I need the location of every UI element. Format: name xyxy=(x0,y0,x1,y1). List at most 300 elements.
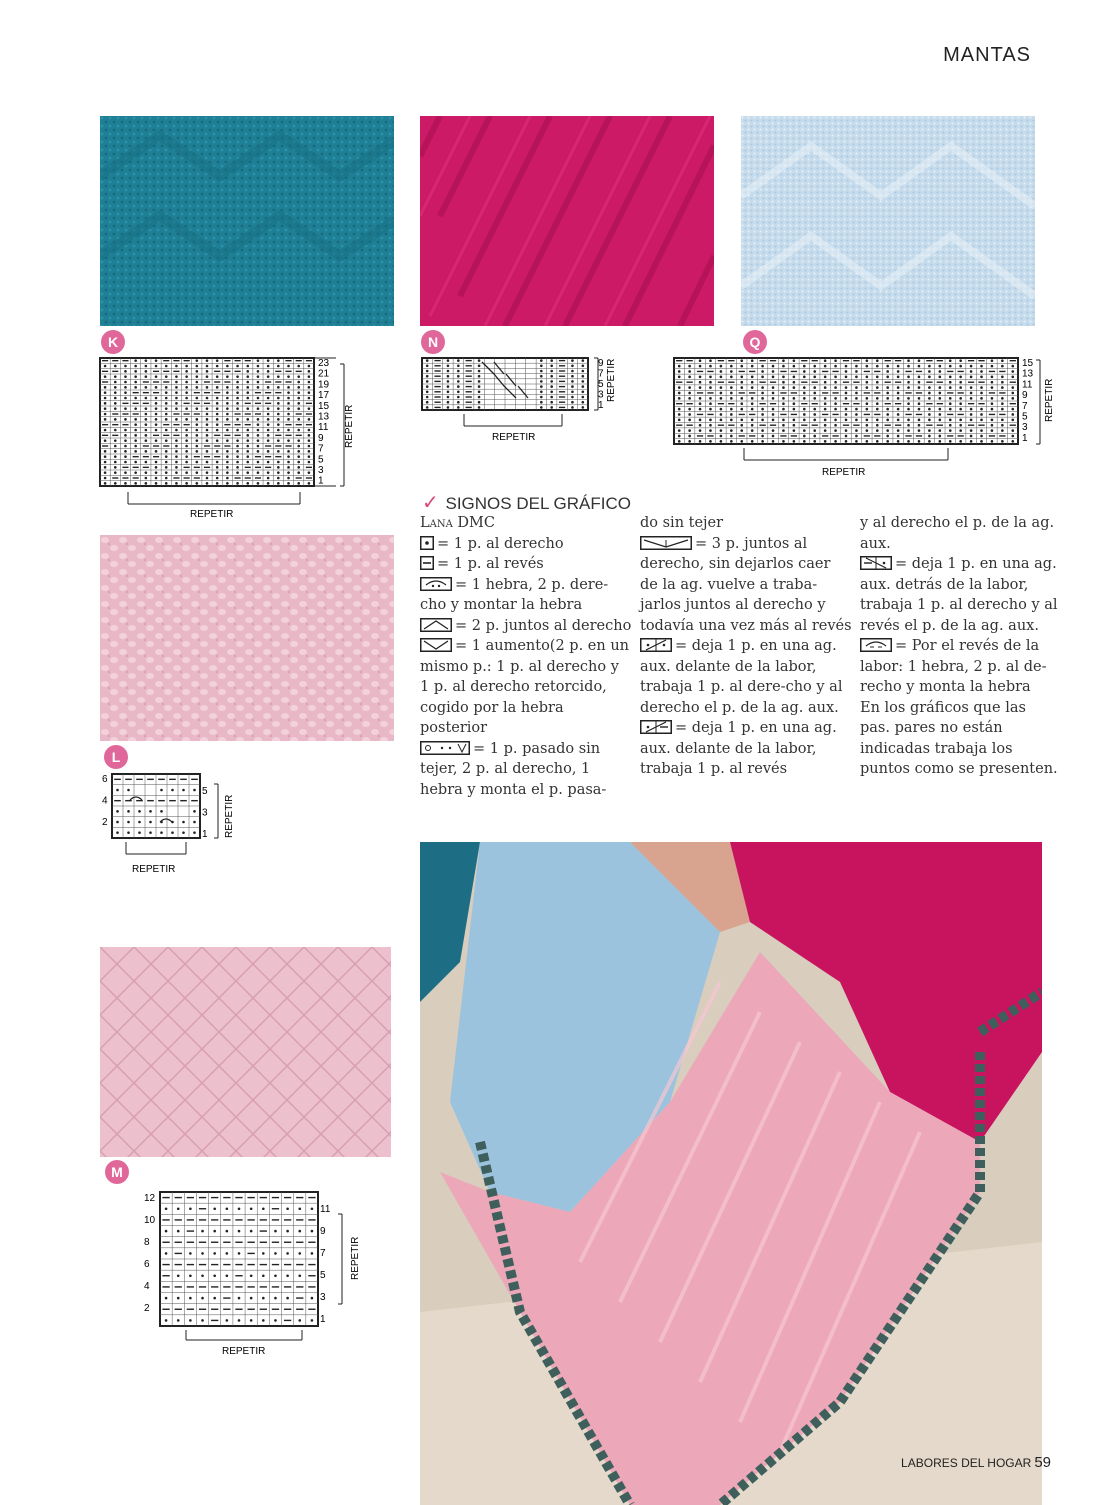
knit-stitch-mark xyxy=(907,397,910,400)
legend-entry xyxy=(640,513,852,534)
knit-stitch-mark xyxy=(175,482,178,485)
knit-stitch-mark xyxy=(226,1252,229,1255)
knit-stitch-mark xyxy=(907,429,910,432)
knit-stitch-mark xyxy=(206,407,209,410)
knit-stitch-mark xyxy=(793,365,796,368)
knit-stitch-mark xyxy=(897,386,900,389)
knit-stitch-mark xyxy=(478,370,481,373)
knit-stitch-mark xyxy=(761,419,764,422)
knit-stitch-mark xyxy=(246,471,249,474)
knit-stitch-mark xyxy=(201,1230,204,1233)
knit-stitch-mark xyxy=(886,413,889,416)
knit-stitch-mark xyxy=(165,391,168,394)
knit-stitch-mark xyxy=(720,392,723,395)
knit-stitch-mark xyxy=(855,435,858,438)
knit-stitch-mark xyxy=(124,429,127,432)
knit-stitch-mark xyxy=(189,1297,192,1300)
knit-stitch-mark xyxy=(238,1319,241,1322)
knit-stitch-mark xyxy=(918,440,921,443)
knit-stitch-mark xyxy=(834,408,837,411)
knit-stitch-mark xyxy=(216,359,219,362)
knit-stitch-mark xyxy=(1001,381,1004,384)
knit-stitch-mark xyxy=(114,429,117,432)
knit-stitch-mark xyxy=(114,466,117,469)
knit-stitch-mark xyxy=(730,408,733,411)
knit-stitch-mark xyxy=(196,482,199,485)
knit-stitch-mark xyxy=(970,370,973,373)
knit-stitch-mark xyxy=(949,381,952,384)
knit-stitch-mark xyxy=(949,376,952,379)
knit-stitch-mark xyxy=(540,391,543,394)
knit-stitch-mark xyxy=(114,386,117,389)
knit-stitch-mark xyxy=(297,391,300,394)
knit-stitch-mark xyxy=(866,376,869,379)
knit-stitch-mark xyxy=(959,429,962,432)
knit-stitch-mark xyxy=(876,365,879,368)
knit-stitch-mark xyxy=(196,397,199,400)
knit-stitch-mark xyxy=(855,419,858,422)
knit-stitch-mark xyxy=(182,831,185,834)
knit-stitch-mark xyxy=(138,821,141,824)
knit-stitch-mark xyxy=(845,397,848,400)
knit-stitch-mark xyxy=(897,413,900,416)
knit-stitch-mark xyxy=(699,429,702,432)
knit-stitch-mark xyxy=(793,424,796,427)
cable-back-icon xyxy=(860,556,892,570)
knit-stitch-mark xyxy=(772,365,775,368)
knit-stitch-mark xyxy=(226,407,229,410)
knit-stitch-mark xyxy=(970,408,973,411)
knit-stitch-mark xyxy=(246,375,249,378)
knit-stitch-mark xyxy=(699,424,702,427)
knit-stitch-mark xyxy=(1011,419,1014,422)
knit-stitch-mark xyxy=(246,439,249,442)
knit-stitch-mark xyxy=(250,1274,253,1277)
knit-stitch-mark xyxy=(104,450,107,453)
knit-stitch-mark xyxy=(206,365,209,368)
knit-stitch-mark xyxy=(866,440,869,443)
knit-stitch-mark xyxy=(134,450,137,453)
knit-stitch-mark xyxy=(699,365,702,368)
knit-stitch-mark xyxy=(226,418,229,421)
knit-stitch-mark xyxy=(124,375,127,378)
legend-entry xyxy=(420,575,632,616)
knit-stitch-mark xyxy=(206,477,209,480)
knit-stitch-mark xyxy=(185,397,188,400)
knit-stitch-mark xyxy=(813,413,816,416)
knit-stitch-mark xyxy=(238,1297,241,1300)
knit-stitch-mark xyxy=(803,365,806,368)
knit-stitch-mark xyxy=(782,365,785,368)
legend-entry xyxy=(860,554,1060,636)
knit-stitch-mark xyxy=(907,402,910,405)
knit-stitch-mark xyxy=(216,482,219,485)
knit-stitch-mark xyxy=(308,471,311,474)
legend-entry-text: = 1 hebra, 2 p. dere-cho y montar la hebra xyxy=(420,576,609,613)
knit-stitch-mark xyxy=(478,401,481,404)
knit-stitch-mark xyxy=(226,466,229,469)
knit-stitch-mark xyxy=(308,375,311,378)
knit-stitch-mark xyxy=(277,386,280,389)
knit-stitch-mark xyxy=(145,386,148,389)
knit-stitch-mark xyxy=(824,429,827,432)
knit-stitch-mark xyxy=(855,408,858,411)
knit-stitch-mark xyxy=(216,423,219,426)
knit-stitch-mark xyxy=(751,376,754,379)
knit-stitch-mark xyxy=(175,450,178,453)
knit-stitch-mark xyxy=(866,424,869,427)
knit-stitch-mark xyxy=(699,440,702,443)
knit-stitch-mark xyxy=(286,1230,289,1233)
knit-stitch-mark xyxy=(286,1207,289,1210)
knit-stitch-mark xyxy=(730,419,733,422)
section-title: MANTAS xyxy=(943,44,1031,66)
legend-column-2 xyxy=(640,513,852,780)
knit-stitch-mark xyxy=(116,789,119,792)
knit-stitch-mark xyxy=(876,429,879,432)
legend-entry xyxy=(640,636,852,718)
knit-stitch-mark xyxy=(277,413,280,416)
knit-stitch-mark xyxy=(897,435,900,438)
knit-stitch-mark xyxy=(311,1252,314,1255)
knit-stitch-mark xyxy=(277,471,280,474)
knit-stitch-mark xyxy=(980,435,983,438)
knit-stitch-mark xyxy=(274,1230,277,1233)
knit-stitch-mark xyxy=(751,419,754,422)
knit-stitch-mark xyxy=(426,370,429,373)
knit-stitch-mark xyxy=(196,445,199,448)
knit-stitch-mark xyxy=(213,1230,216,1233)
knit-stitch-mark xyxy=(907,386,910,389)
knit-stitch-mark xyxy=(206,423,209,426)
knit-stitch-mark xyxy=(236,391,239,394)
knit-stitch-mark xyxy=(134,445,137,448)
knit-stitch-mark xyxy=(834,376,837,379)
knit-stitch-mark xyxy=(145,482,148,485)
knit-stitch-mark xyxy=(478,359,481,362)
knit-stitch-mark xyxy=(185,461,188,464)
knit-stitch-mark xyxy=(196,370,199,373)
knit-stitch-mark xyxy=(928,376,931,379)
knit-stitch-mark xyxy=(939,440,942,443)
knit-stitch-mark xyxy=(782,359,785,362)
knit-stitch-mark xyxy=(185,482,188,485)
knit-stitch-mark xyxy=(793,397,796,400)
chart-k-repeat-horizontal: REPETIR xyxy=(190,509,234,520)
knit-stitch-mark xyxy=(834,440,837,443)
knit-stitch-mark xyxy=(236,461,239,464)
knit-stitch-mark xyxy=(866,429,869,432)
knit-stitch-mark xyxy=(834,386,837,389)
knit-stitch-mark xyxy=(185,407,188,410)
knit-stitch-mark xyxy=(740,376,743,379)
knit-stitch-mark xyxy=(277,466,280,469)
knit-stitch-mark xyxy=(287,439,290,442)
knit-stitch-mark xyxy=(216,450,219,453)
knit-stitch-mark xyxy=(782,408,785,411)
knit-stitch-mark xyxy=(730,392,733,395)
knit-stitch-mark xyxy=(550,401,553,404)
knit-stitch-mark xyxy=(751,429,754,432)
knit-stitch-mark xyxy=(793,359,796,362)
knit-stitch-mark xyxy=(918,419,921,422)
k2tog-icon xyxy=(420,618,452,632)
knit-stitch-mark xyxy=(970,435,973,438)
knit-stitch-mark xyxy=(793,440,796,443)
knit-stitch-mark xyxy=(980,419,983,422)
knit-stitch-mark xyxy=(127,831,130,834)
knit-stitch-mark xyxy=(540,396,543,399)
knit-stitch-mark xyxy=(699,381,702,384)
knit-stitch-mark xyxy=(751,397,754,400)
knit-stitch-mark xyxy=(277,359,280,362)
knit-stitch-mark xyxy=(720,370,723,373)
knit-stitch-mark xyxy=(772,413,775,416)
knit-stitch-mark xyxy=(866,402,869,405)
knit-stitch-mark xyxy=(949,419,952,422)
knit-stitch-mark xyxy=(803,397,806,400)
knit-stitch-mark xyxy=(740,424,743,427)
knit-stitch-mark xyxy=(277,439,280,442)
knit-stitch-mark xyxy=(116,821,119,824)
knit-stitch-mark xyxy=(246,455,249,458)
knit-stitch-mark xyxy=(160,789,163,792)
knit-stitch-mark xyxy=(426,396,429,399)
knit-stitch-mark xyxy=(740,408,743,411)
knit-stitch-mark xyxy=(886,370,889,373)
knit-stitch-mark xyxy=(297,482,300,485)
knit-stitch-mark xyxy=(193,810,196,813)
knit-stitch-mark xyxy=(175,397,178,400)
chart-k xyxy=(96,354,386,524)
knit-stitch-mark xyxy=(845,370,848,373)
knit-stitch-mark xyxy=(277,375,280,378)
knit-stitch-mark xyxy=(104,413,107,416)
knit-stitch-mark xyxy=(165,1207,168,1210)
knit-stitch-mark xyxy=(267,429,270,432)
knit-stitch-mark xyxy=(287,461,290,464)
row-number-label: 6 xyxy=(144,1259,150,1270)
knit-stitch-mark xyxy=(124,397,127,400)
knit-stitch-mark xyxy=(308,381,311,384)
knit-stitch-mark xyxy=(949,424,952,427)
knit-stitch-mark xyxy=(311,1319,314,1322)
knit-stitch-mark xyxy=(824,386,827,389)
knit-stitch-mark xyxy=(1001,424,1004,427)
knit-stitch-mark xyxy=(134,461,137,464)
swatch-k-photo xyxy=(100,116,394,326)
chart-m xyxy=(142,1188,382,1360)
knit-stitch-mark xyxy=(287,365,290,368)
knit-stitch-mark xyxy=(250,1230,253,1233)
knit-stitch-mark xyxy=(160,810,163,813)
knit-stitch-mark xyxy=(226,471,229,474)
knit-stitch-mark xyxy=(257,386,260,389)
knit-stitch-mark xyxy=(177,1319,180,1322)
knit-stitch-mark xyxy=(709,419,712,422)
knit-stitch-mark xyxy=(165,477,168,480)
knit-stitch-mark xyxy=(185,445,188,448)
row-number-label: 8 xyxy=(144,1237,150,1248)
knit-stitch-mark xyxy=(274,1252,277,1255)
knit-stitch-mark xyxy=(720,408,723,411)
k3tog-icon xyxy=(640,536,692,550)
knit-icon xyxy=(420,536,434,550)
knit-stitch-mark xyxy=(145,370,148,373)
knit-stitch-mark xyxy=(267,413,270,416)
knit-stitch-mark xyxy=(478,406,481,409)
knit-stitch-mark xyxy=(886,365,889,368)
knit-stitch-mark xyxy=(149,831,152,834)
knit-stitch-mark xyxy=(267,365,270,368)
knit-stitch-mark xyxy=(145,429,148,432)
row-number-label: 19 xyxy=(318,379,330,391)
knit-stitch-mark xyxy=(824,408,827,411)
knit-stitch-mark xyxy=(287,429,290,432)
knit-stitch-mark xyxy=(277,482,280,485)
knit-stitch-mark xyxy=(457,401,460,404)
knit-stitch-mark xyxy=(165,466,168,469)
legend-entry-text: = 1 p. al revés xyxy=(437,556,544,572)
knit-stitch-mark xyxy=(478,385,481,388)
knit-stitch-mark xyxy=(897,376,900,379)
knit-stitch-mark xyxy=(1001,376,1004,379)
knit-stitch-mark xyxy=(928,440,931,443)
knit-stitch-mark xyxy=(740,359,743,362)
knit-stitch-mark xyxy=(540,406,543,409)
knit-stitch-mark xyxy=(257,482,260,485)
knit-stitch-mark xyxy=(226,477,229,480)
knit-stitch-mark xyxy=(165,482,168,485)
knit-stitch-mark xyxy=(262,1319,265,1322)
knit-stitch-mark xyxy=(165,1252,168,1255)
knit-stitch-mark xyxy=(1001,365,1004,368)
knit-stitch-mark xyxy=(267,375,270,378)
knit-stitch-mark xyxy=(155,386,158,389)
knit-stitch-mark xyxy=(246,391,249,394)
knit-stitch-mark xyxy=(426,380,429,383)
knit-stitch-mark xyxy=(267,439,270,442)
knit-stitch-mark xyxy=(257,445,260,448)
knit-stitch-mark xyxy=(793,386,796,389)
knit-stitch-mark xyxy=(175,365,178,368)
row-number-label: 21 xyxy=(318,368,330,380)
knit-stitch-mark xyxy=(730,397,733,400)
knit-stitch-mark xyxy=(918,402,921,405)
knit-stitch-mark xyxy=(970,365,973,368)
chart-n xyxy=(418,354,628,450)
knit-stitch-mark xyxy=(145,413,148,416)
knit-stitch-mark xyxy=(185,391,188,394)
knit-stitch-mark xyxy=(297,461,300,464)
knit-stitch-mark xyxy=(540,365,543,368)
knit-stitch-mark xyxy=(206,370,209,373)
knit-stitch-mark xyxy=(907,365,910,368)
knit-stitch-mark xyxy=(720,365,723,368)
knit-stitch-mark xyxy=(257,370,260,373)
knit-stitch-mark xyxy=(959,386,962,389)
knit-stitch-mark xyxy=(124,482,127,485)
knit-stitch-mark xyxy=(287,413,290,416)
knit-stitch-mark xyxy=(246,386,249,389)
row-number-label: 12 xyxy=(144,1193,156,1204)
knit-stitch-mark xyxy=(155,397,158,400)
knit-stitch-mark xyxy=(201,1274,204,1277)
knit-stitch-mark xyxy=(155,482,158,485)
knit-stitch-mark xyxy=(262,1252,265,1255)
knit-stitch-mark xyxy=(709,381,712,384)
knit-stitch-mark xyxy=(991,402,994,405)
knit-stitch-mark xyxy=(287,471,290,474)
legend-entry xyxy=(640,534,852,637)
knit-stitch-mark xyxy=(457,396,460,399)
knit-stitch-mark xyxy=(124,450,127,453)
knit-stitch-mark xyxy=(134,434,137,437)
knit-stitch-mark xyxy=(104,418,107,421)
knit-stitch-mark xyxy=(834,402,837,405)
knit-stitch-mark xyxy=(939,397,942,400)
knit-stitch-mark xyxy=(970,413,973,416)
knit-stitch-mark xyxy=(740,386,743,389)
knit-stitch-mark xyxy=(907,440,910,443)
knit-stitch-mark xyxy=(277,429,280,432)
knit-stitch-mark xyxy=(688,370,691,373)
knit-stitch-mark xyxy=(582,375,585,378)
knit-stitch-mark xyxy=(297,445,300,448)
legend-entry-text: = deja 1 p. en una ag. aux. delante de la labor, trabaja 1 p. al dere-cho y al derecho el p. de la ag. aux. xyxy=(640,638,843,716)
knit-stitch-mark xyxy=(1001,440,1004,443)
row-number-label: 3 xyxy=(318,465,324,476)
knit-stitch-mark xyxy=(991,365,994,368)
knit-stitch-mark xyxy=(274,1319,277,1322)
knit-stitch-mark xyxy=(311,1230,314,1233)
knit-stitch-mark xyxy=(116,831,119,834)
knit-stitch-mark xyxy=(124,386,127,389)
knit-stitch-mark xyxy=(939,376,942,379)
knit-stitch-mark xyxy=(165,397,168,400)
knit-stitch-mark xyxy=(216,365,219,368)
knit-stitch-mark xyxy=(267,418,270,421)
knit-stitch-mark xyxy=(688,419,691,422)
knit-stitch-mark xyxy=(1001,408,1004,411)
knit-stitch-mark xyxy=(886,392,889,395)
row-number-label: 7 xyxy=(320,1248,326,1259)
knit-stitch-mark xyxy=(426,401,429,404)
knit-stitch-mark xyxy=(165,418,168,421)
knit-stitch-mark xyxy=(236,445,239,448)
knit-stitch-mark xyxy=(238,1230,241,1233)
knit-stitch-mark xyxy=(949,397,952,400)
knit-stitch-mark xyxy=(928,435,931,438)
knit-stitch-mark xyxy=(124,391,127,394)
knit-stitch-mark xyxy=(196,434,199,437)
knit-stitch-mark xyxy=(185,381,188,384)
legend-entry-text: = 1 aumento(2 p. en un mismo p.: 1 p. al derecho y 1 p. al derecho retorcido, cogido por la hebra posterior xyxy=(420,638,629,736)
page-footer xyxy=(901,1454,1051,1471)
knit-stitch-mark xyxy=(226,402,229,405)
knit-stitch-mark xyxy=(246,429,249,432)
knit-stitch-mark xyxy=(1011,370,1014,373)
knit-stitch-mark xyxy=(720,397,723,400)
knit-stitch-mark xyxy=(730,440,733,443)
row-number-label: 7 xyxy=(1022,400,1028,412)
knit-stitch-mark xyxy=(772,435,775,438)
knit-stitch-mark xyxy=(426,391,429,394)
knit-stitch-mark xyxy=(709,397,712,400)
knit-stitch-mark xyxy=(297,418,300,421)
knit-stitch-mark xyxy=(196,461,199,464)
knit-stitch-mark xyxy=(155,407,158,410)
